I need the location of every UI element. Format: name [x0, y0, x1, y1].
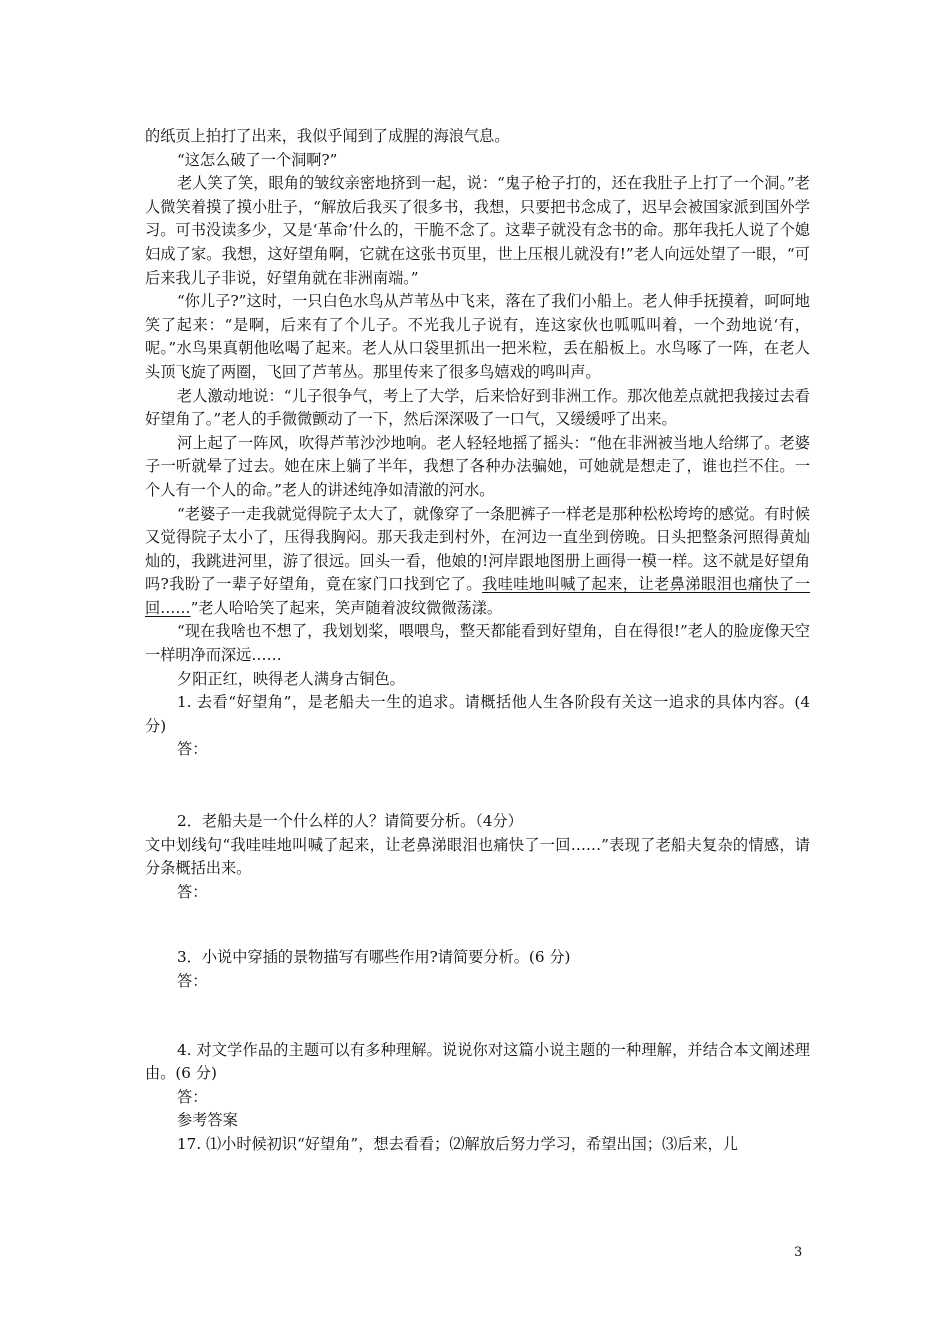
- question-2: 2．老船夫是一个什么样的人？请简要分析。（4分）: [177, 812, 523, 831]
- question-3: 3．小说中穿插的景物描写有哪些作用?请简要分析。(6 分): [177, 948, 571, 967]
- page-number: 3: [794, 1245, 803, 1260]
- story-text: ”老人哈哈笑了起来，笑声随着波纹微微荡漾。: [190, 598, 503, 617]
- story-paragraph: [145, 503, 810, 621]
- answer-label-1: 答：: [177, 740, 208, 759]
- underlined-sentence: 我哇哇地叫喊了起来，让老鼻涕眼泪也痛快了一回……: [145, 575, 811, 617]
- story-paragraph: “你儿子?”这时，一只白色水鸟从芦苇丛中飞来，落在了我们小船上。老人伸手抚摸着，呵呵地笑了起来：“是啊，后来有了个儿子。不光我儿子说有，连这家伙也呱呱叫着，一个劲地说‘有，呢。”水鸟果真朝他吆喝了起来。老人从口袋里抓出一把米粒，丢在船板上。水鸟啄了一阵，在老人头顶飞旋了两圈，飞回了芦苇丛。那里传来了很多鸟嬉戏的鸣叫声。: [145, 292, 810, 381]
- story-paragraph: 老人激动地说：“儿子很争气，考上了大学，后来恰好到非洲工作。那次他差点就把我接过去看好望角了。”老人的手微微颤动了一下，然后深深吸了一口气，又缓缓呼了出来。: [145, 386, 810, 429]
- story-paragraph: 夕阳正红，映得老人满身古铜色。: [177, 669, 405, 688]
- story-paragraph: 老人笑了笑，眼角的皱纹亲密地挤到一起，说：“鬼子枪子打的，还在我肚子上打了一个洞。”老人微笑着摸了摸小肚子，“解放后我买了很多书，我想，只要把书念成了，迟早会被国家派到国外学习。可书没读多少，又是‘革命’什么的，干脆不念了。这辈子就没有念书的命。那年我托人说了个媳妇成了家。我想，这好望角啊，它就在这张书页里，世上压根儿就没有!”老人向远处望了一眼，“可后来我儿子非说，好望角就在非洲南端。”: [145, 174, 810, 287]
- page-content: [145, 125, 810, 1157]
- answer-label-3: 答：: [177, 972, 208, 990]
- reference-heading: 参考答案: [177, 1111, 238, 1130]
- question-2-detail: 文中划线句“我哇哇地叫喊了起来，让老鼻涕眼泪也痛快了一回……”表现了老船夫复杂的情感，请分条概括出来。: [145, 835, 810, 878]
- question-1: 1. 去看“好望角”，是老船夫一生的追求。请概括他人生各阶段有关这一追求的具体内容。(4 分): [145, 693, 810, 735]
- answer-label-2: 答：: [177, 882, 208, 901]
- reference-answer-17: 17. ⑴小时候初识“好望角”，想去看看；⑵解放后努力学习，希望出国；⑶后来，儿: [177, 1134, 738, 1153]
- question-4: 4. 对文学作品的主题可以有多种理解。说说你对这篇小说主题的一种理解，并结合本文阐述理由。(6 分): [145, 1040, 810, 1083]
- story-paragraph: 河上起了一阵风，吹得芦苇沙沙地响。老人轻轻地摇了摇头：“他在非洲被当地人给绑了。老婆子一听就晕了过去。她在床上躺了半年，我想了各种办法骗她，可她就是想走了，谁也拦不住。一个人有一个人的命。”老人的讲述纯净如清澈的河水。: [145, 433, 810, 499]
- story-paragraph: “现在我啥也不想了，我划划桨，喂喂鸟，整天都能看到好望角，自在得很!”老人的脸庞像天空一样明净而深远……: [145, 622, 810, 665]
- story-paragraph: 的纸页上拍打了出来，我似乎闻到了成腥的海浪气息。: [145, 127, 510, 145]
- story-text: “老婆子一走我就觉得院子太大了，就像穿了一条肥裤子一样老是那种松松垮垮的感觉。有时候又觉得院子太小了，压得我胸闷。那天我走到村外，在河边一直坐到傍晚。日头把整条河照得黄灿灿的，我跳进河里，游了很远。回头一看，他娘的!河岸跟地图册上画得一模一样。这不就是好望角吗?我盼了一辈子好望角，竟在家门口找到它了。: [145, 504, 810, 594]
- story-paragraph: “这怎么破了一个洞啊?”: [177, 150, 338, 169]
- answer-label-4: 答：: [177, 1087, 208, 1106]
